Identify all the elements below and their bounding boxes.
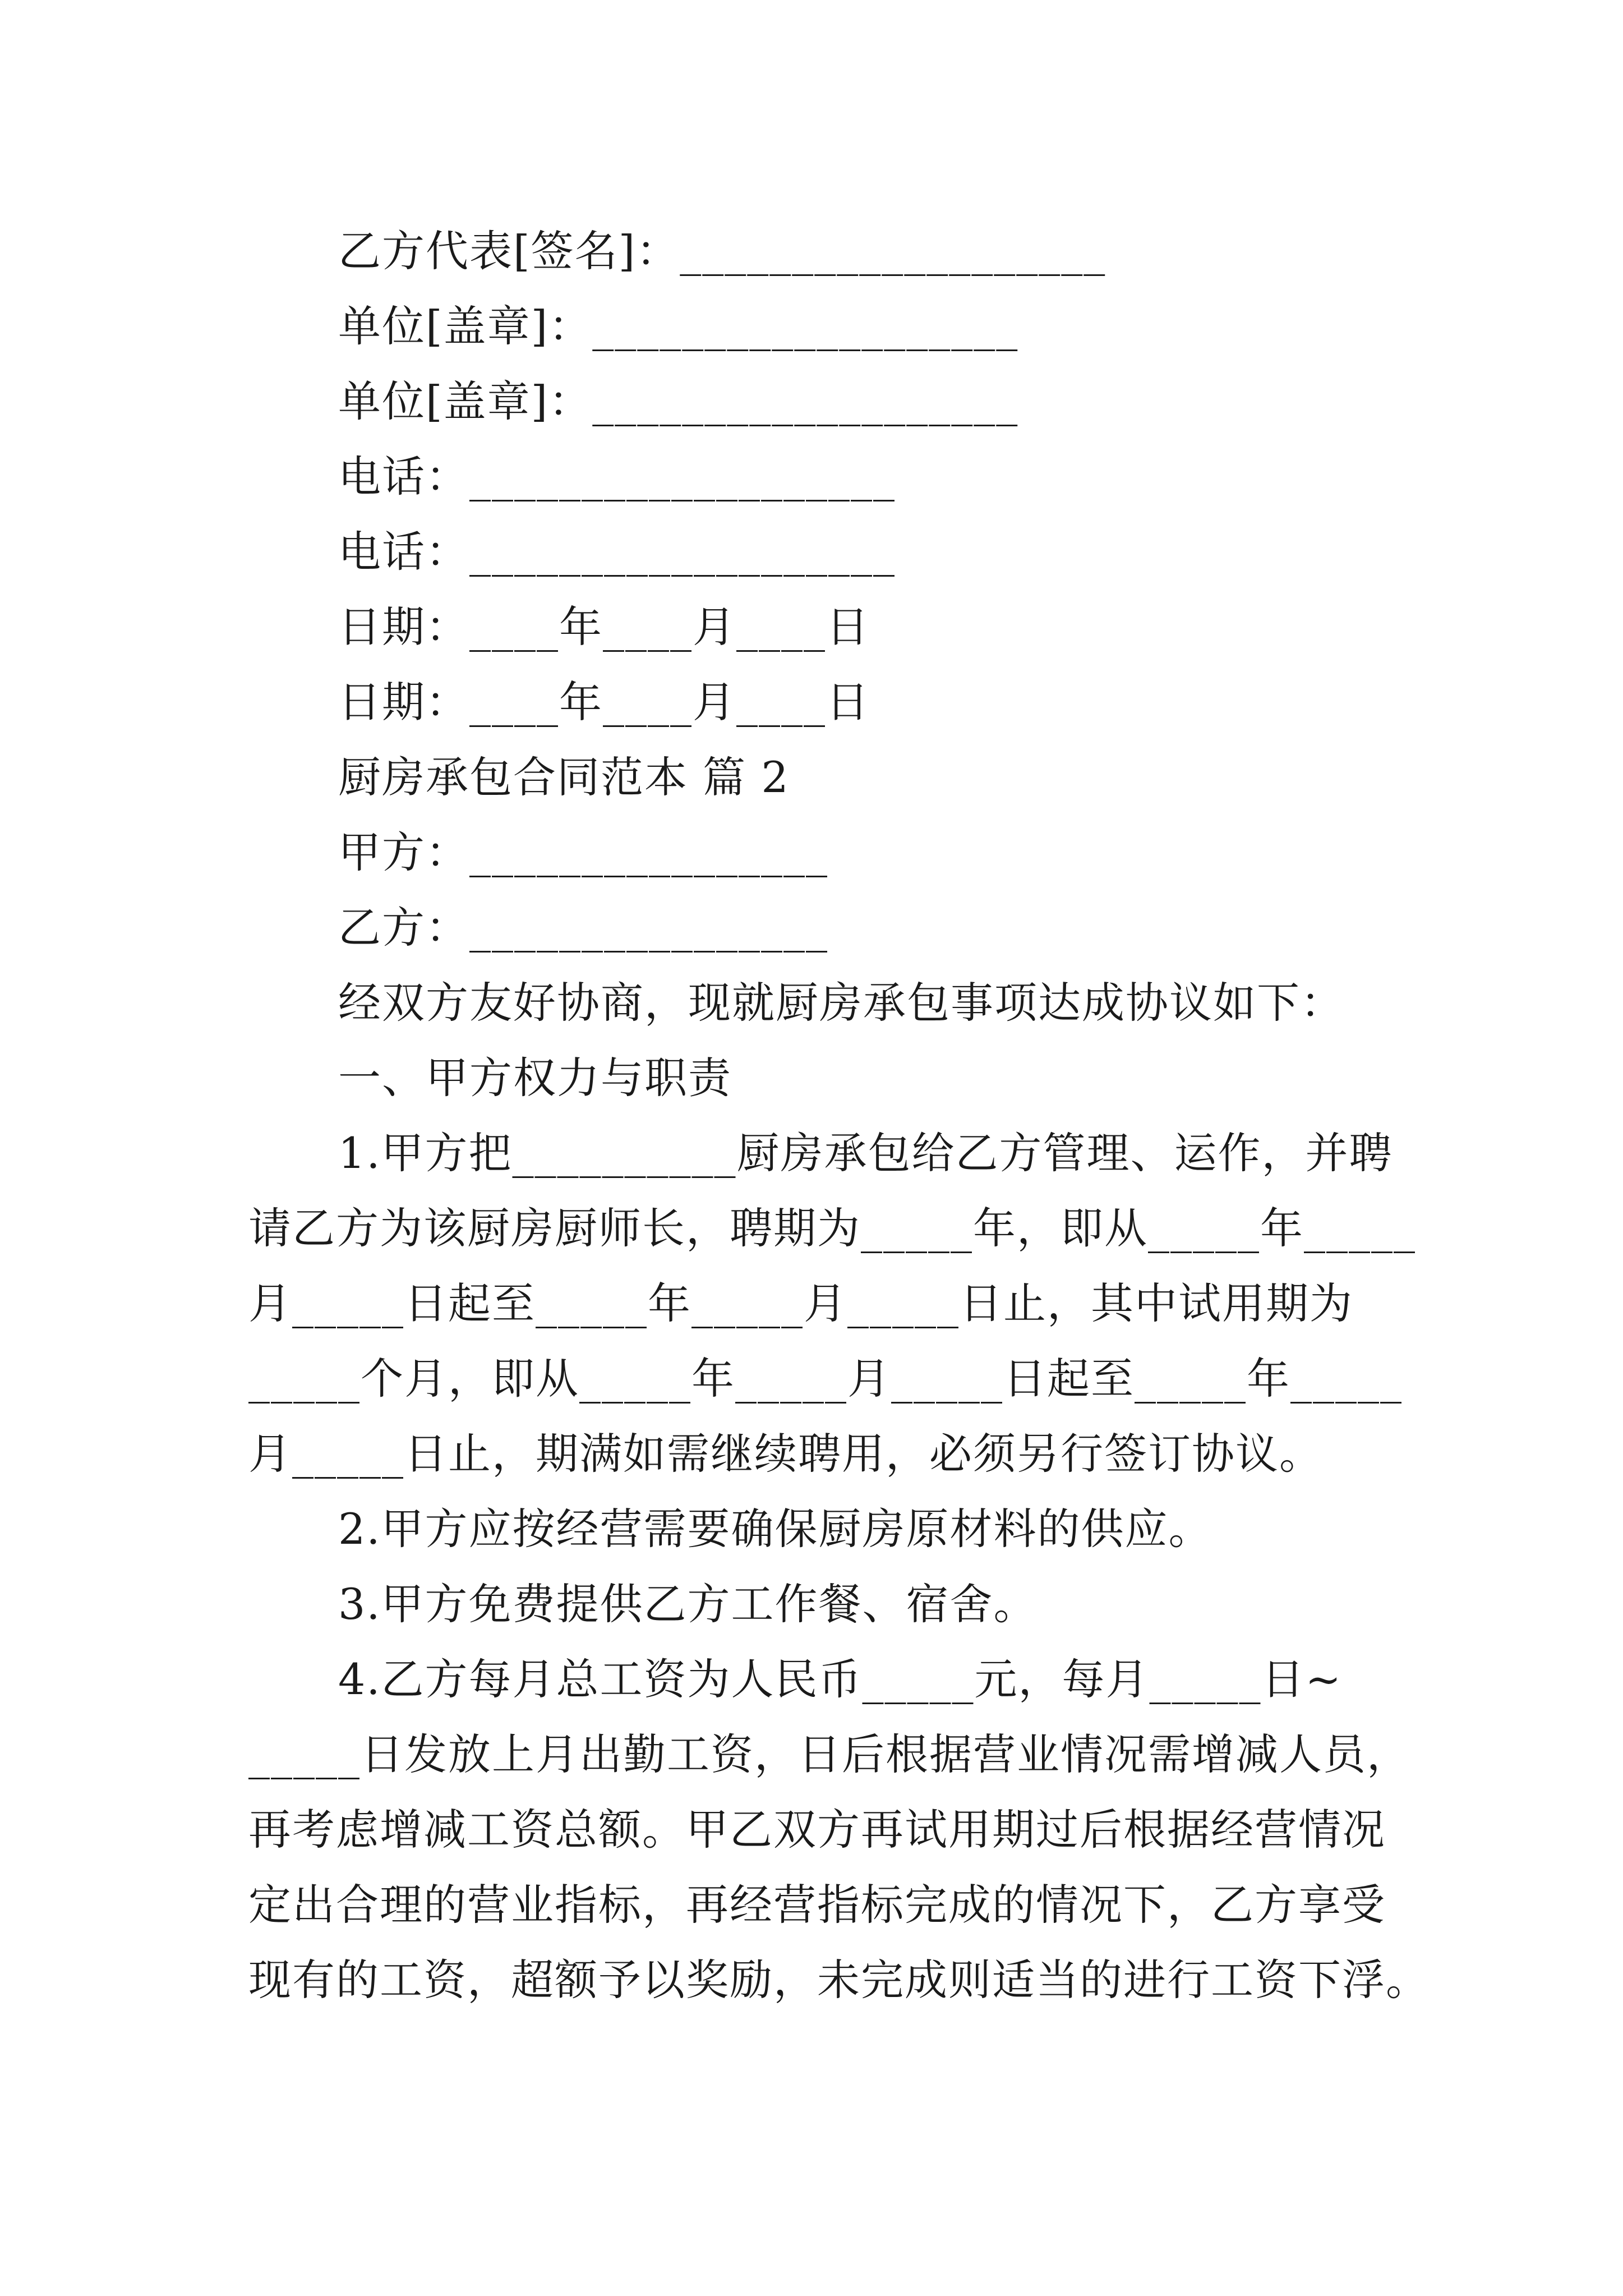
signature-line-party-b-rep: 乙方代表[签名]：___________________ [338,226,1106,276]
signature-line-unit-seal-1: 单位[盖章]：___________________ [338,301,1019,351]
signature-line-phone-1: 电话：___________________ [338,452,896,501]
clause-3: 3.甲方免费提供乙方工作餐、宿舍。 [338,1579,1038,1629]
clause-4-line-1: 4.乙方每月总工资为人民币_____元，每月_____日~ [338,1654,1343,1704]
signature-line-date-1: 日期：____年____月____日 [338,602,870,652]
section-title: 厨房承包合同范本 篇 2 [338,752,790,802]
party-b-line: 乙方：________________ [338,903,828,953]
clause-4-line-3: 再考虑增减工资总额。甲乙双方再试用期过后根据经营情况 [248,1805,1386,1855]
clause-4-line-5: 现有的工资，超额予以奖励，未完成则适当的进行工资下浮。 [248,1955,1430,2005]
signature-line-date-2: 日期：____年____月____日 [338,677,870,727]
clause-2: 2.甲方应按经营需要确保厨房原材料的供应。 [338,1504,1212,1554]
clause-1-line-5: 月_____日止，期满如需继续聘用，必须另行签订协议。 [248,1429,1323,1479]
clause-1-line-1: 1.甲方把__________厨房承包给乙方管理、运作，并聘 [338,1128,1393,1178]
signature-line-phone-2: 电话：___________________ [338,527,896,577]
heading-party-a-rights: 一、甲方权力与职责 [338,1053,732,1103]
intro-paragraph: 经双方友好协商，现就厨房承包事项达成协议如下： [338,978,1344,1028]
clause-4-line-4: 定出合理的营业指标，再经营指标完成的情况下，乙方享受 [248,1880,1386,1930]
clause-4-line-2: _____日发放上月出勤工资，日后根据营业情况需增减人员， [248,1729,1410,1779]
clause-1-line-3: 月_____日起至_____年_____月_____日止，其中试用期为 [248,1278,1353,1328]
party-a-line: 甲方：________________ [338,827,828,877]
signature-line-unit-seal-2: 单位[盖章]：___________________ [338,376,1019,426]
clause-1-line-2: 请乙方为该厨房厨师长，聘期为_____年，即从_____年_____ [248,1203,1416,1253]
clause-1-line-4: _____个月，即从_____年_____月_____日起至_____年_____ [248,1354,1403,1404]
